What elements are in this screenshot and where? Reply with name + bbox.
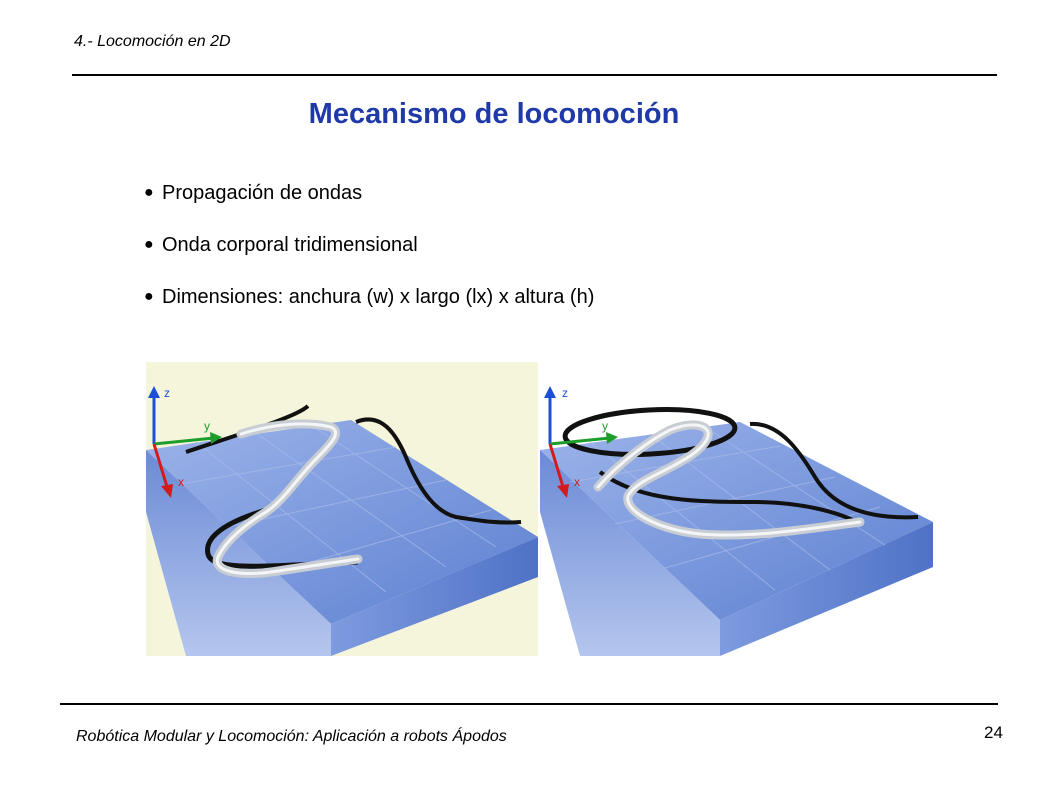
bullet-item xyxy=(140,282,594,334)
z-axis-label: z xyxy=(562,386,568,400)
x-axis-label: x xyxy=(574,475,580,489)
bullet-item xyxy=(140,230,594,282)
robot-render-left xyxy=(146,362,538,656)
slide-title: Mecanismo de locomoción xyxy=(308,98,680,130)
robot-figure-right xyxy=(540,362,933,656)
bullet-text: Propagación de ondas xyxy=(162,182,363,204)
bullet-list xyxy=(140,178,594,334)
bullet-text: Onda corporal tridimensional xyxy=(162,234,418,256)
bottom-divider xyxy=(60,703,998,705)
bullet-icon: ● xyxy=(144,236,154,253)
bullet-icon: ● xyxy=(144,184,154,201)
bullet-item xyxy=(140,178,594,230)
page-number: 24 xyxy=(984,723,1003,742)
robot-figure-left xyxy=(146,362,538,656)
bullet-icon: ● xyxy=(144,288,154,305)
z-axis-label: z xyxy=(164,386,170,400)
top-divider xyxy=(72,74,997,76)
y-axis-label: y xyxy=(204,419,210,433)
y-axis-label: y xyxy=(602,419,608,433)
robot-render-right xyxy=(540,362,933,656)
bullet-text: Dimensiones: anchura (w) x largo (lx) x altura (h) xyxy=(162,286,595,308)
footer-title: Robótica Modular y Locomoción: Aplicación a robots Ápodos xyxy=(76,728,507,745)
section-header: 4.- Locomoción en 2D xyxy=(74,33,231,50)
x-axis-label: x xyxy=(178,475,184,489)
